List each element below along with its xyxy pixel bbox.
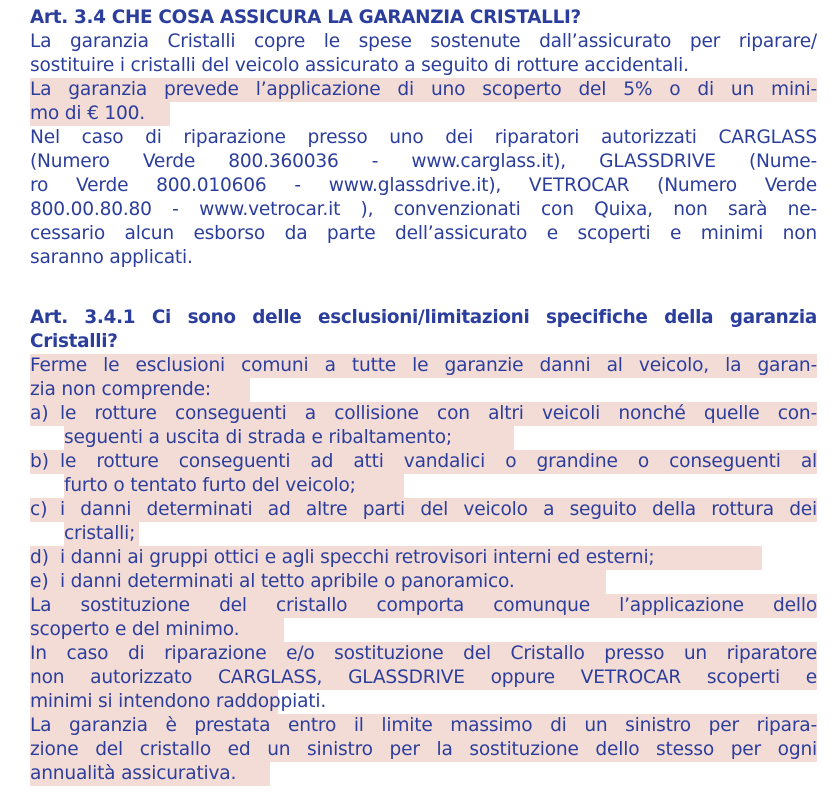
paragraph-line: sostituire i cristalli del veicolo assicurato a seguito di rotture accidentali. (30, 55, 689, 76)
list-item-text: i danni determinati al tetto apribile o panoramico. (60, 571, 515, 592)
list-item-text: le rotture conseguenti a collisione con altri veicoli nonché quelle con- (60, 403, 817, 424)
list-label: c) (30, 499, 48, 520)
paragraph-line-highlighted: In caso di riparazione e/o sostituzione del Cristallo presso un riparatore (30, 643, 817, 664)
paragraph-line-highlighted: mo di € 100. (30, 102, 170, 126)
list-item-text: le rotture conseguenti ad atti vandalici o grandine o conseguenti al (60, 451, 817, 472)
list-item-text: furto o tentato furto del veicolo; (64, 474, 404, 498)
paragraph-line-highlighted: La garanzia prevede l’applicazione di uno scoperto del 5% o di un mini- (30, 79, 817, 100)
paragraph-line: ro Verde 800.010606 - www.glassdrive.it), VETROCAR (Numero Verde (30, 175, 817, 196)
paragraph-line: cessario alcun esborso da parte dell’assicurato e scoperti e minimi non (30, 223, 817, 244)
paragraph-line: La garanzia Cristalli copre le spese sostenute dall’assicurato per riparare/ (30, 31, 817, 52)
subsection-heading: Art. 3.4.1 Ci sono delle esclusioni/limitazioni specifiche della garanzia (30, 307, 817, 328)
list-label: e) (30, 571, 49, 592)
paragraph-line-highlighted: minimi si intendono raddoppiati. (30, 691, 327, 712)
paragraph-line-highlighted: zione del cristallo ed un sinistro per la sostituzione dello stesso per ogni (30, 739, 817, 760)
list-label: b) (30, 451, 50, 472)
paragraph-line: saranno applicati. (30, 247, 193, 268)
list-label: a) (30, 403, 49, 424)
list-item-text: i danni ai gruppi ottici e agli specchi retrovisori interni ed esterni; (60, 547, 655, 568)
section-heading: Art. 3.4 CHE COSA ASSICURA LA GARANZIA CRISTALLI? (30, 7, 581, 28)
paragraph-line: Nel caso di riparazione presso uno dei riparatori autorizzati CARGLASS (30, 127, 817, 148)
list-label: d) (30, 547, 50, 568)
paragraph-line: 800.00.80.80 - www.vetrocar.it ), convenzionati con Quixa, non sarà ne- (30, 199, 817, 220)
paragraph-line-highlighted: zia non comprende: (30, 378, 250, 402)
subsection-heading: Cristalli? (30, 331, 118, 352)
list-item-text: i danni determinati ad altre parti del veicolo a seguito della rottura dei (60, 499, 817, 520)
paragraph-line-highlighted: Ferme le esclusioni comuni a tutte le garanzie danni al veicolo, la garan- (30, 355, 817, 376)
paragraph-line-highlighted: La garanzia è prestata entro il limite massimo di un sinistro per ripara- (30, 715, 817, 736)
paragraph-line-highlighted: annualità assicurativa. (30, 762, 270, 786)
paragraph-line-highlighted: scoperto e del minimo. (30, 618, 284, 642)
paragraph-line-highlighted: La sostituzione del cristallo comporta comunque l’applicazione dello (30, 595, 817, 616)
paragraph-line: (Numero Verde 800.360036 - www.carglass.it), GLASSDRIVE (Nume- (30, 151, 817, 172)
list-item-text: cristalli; (64, 522, 139, 546)
paragraph-line-highlighted: non autorizzato CARGLASS, GLASSDRIVE oppure VETROCAR scoperti e (30, 667, 817, 688)
list-item-text: seguenti a uscita di strada e ribaltamento; (64, 426, 514, 450)
